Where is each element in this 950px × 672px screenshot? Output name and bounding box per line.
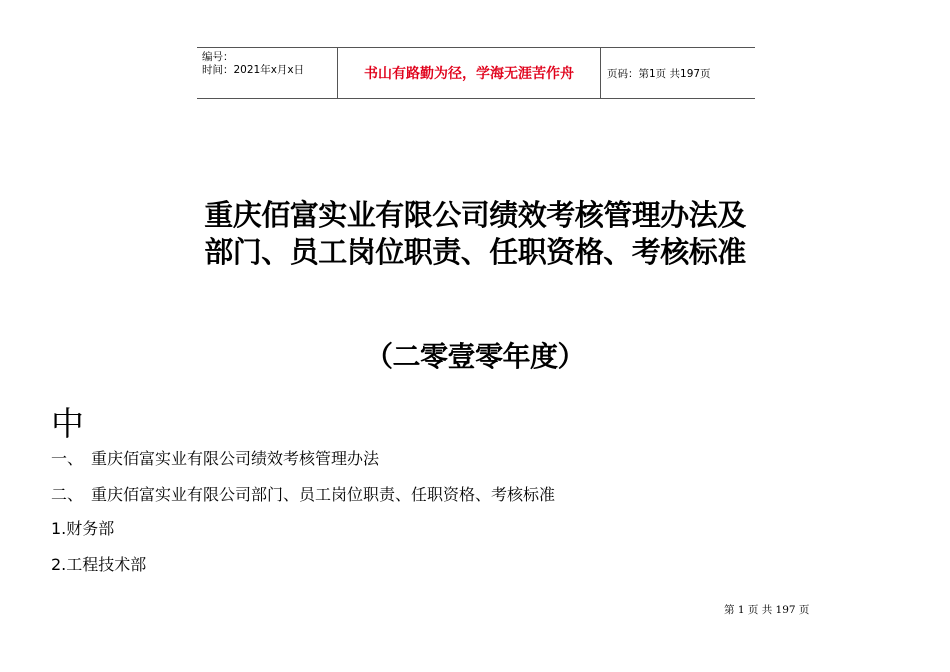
header-page-code: 页码：第1页 共197页 <box>607 67 711 80</box>
toc-item-prefix: 一、 <box>51 449 84 468</box>
title-line-2: 部门、员工岗位职责、任职资格、考核标准 <box>204 235 746 269</box>
page-footer: 第 1 页 共 197 页 <box>724 604 810 616</box>
number-label: 编号： <box>202 51 234 63</box>
toc-item-text: 1.财务部 <box>51 519 115 538</box>
header-motto: 书山有路勤为径，学海无涯苦作舟 <box>338 48 601 98</box>
header-meta-cell <box>197 48 338 98</box>
toc-item-text: 2.工程技术部 <box>51 555 147 574</box>
time-label: 时间：2021年x月x日 <box>202 64 305 76</box>
toc-item <box>51 446 379 469</box>
toc-item-text: 重庆佰富实业有限公司部门、员工岗位职责、任职资格、考核标准 <box>91 485 556 504</box>
toc-item <box>51 552 146 575</box>
toc-item-prefix: 二、 <box>51 485 84 504</box>
title-year: （二零壹零年度） <box>364 340 585 373</box>
toc-item <box>51 482 555 505</box>
title-line-1: 重庆佰富实业有限公司绩效考核管理办法及 <box>204 198 746 232</box>
toc-item-text: 重庆佰富实业有限公司绩效考核管理办法 <box>91 449 380 468</box>
header-table <box>197 47 755 99</box>
toc-item <box>51 516 114 539</box>
large-heading-char: 中 <box>51 404 84 443</box>
